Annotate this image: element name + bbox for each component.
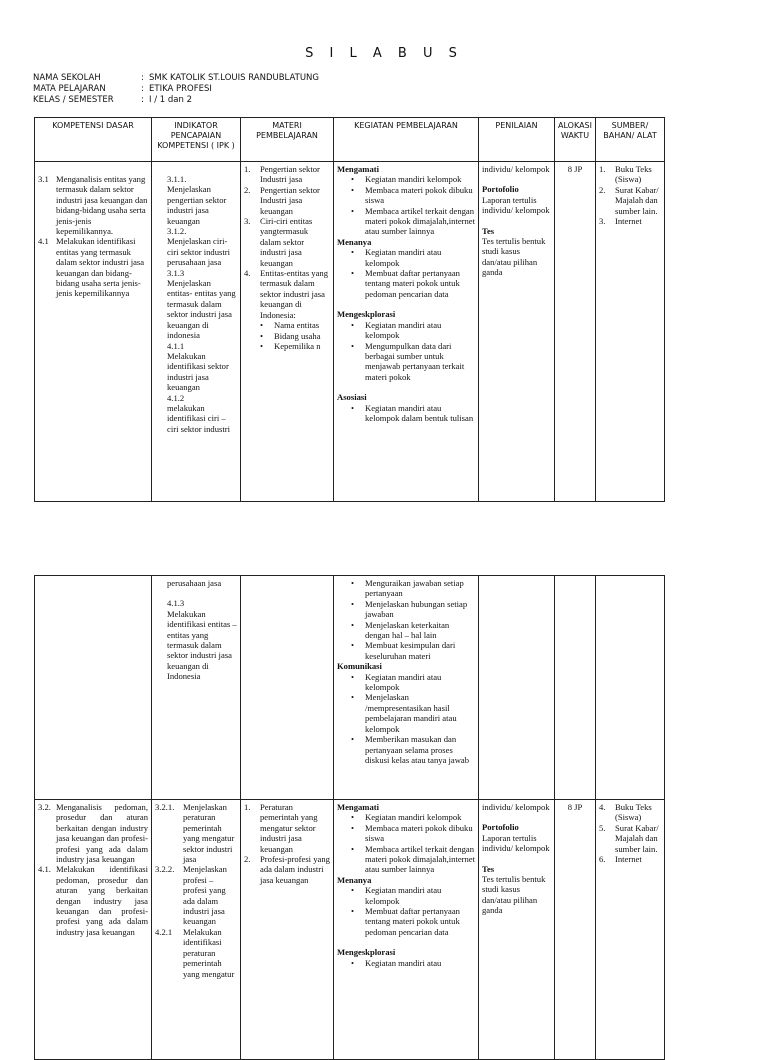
kegiatan-item: • Kegiatan mandiri atau kelompok bbox=[337, 320, 475, 341]
kegiatan-item: • Kegiatan mandiri atau kelompok dalam bentuk tulisan bbox=[337, 403, 475, 424]
table-row bbox=[35, 800, 665, 1060]
sumber-item: 5. Surat Kabar/ Majalah dan sumber lain. bbox=[599, 822, 659, 854]
cell-kompetensi-dasar bbox=[35, 576, 152, 800]
penilaian-type: individu/ kelompok bbox=[482, 802, 550, 812]
materi-subitem: • Kepemilika n bbox=[244, 341, 330, 351]
meta-value: I / 1 dan 2 bbox=[149, 95, 192, 105]
header-sumber: SUMBER/ BAHAN/ ALAT bbox=[596, 118, 665, 162]
materi-item: 3. Ciri-ciri entitas yangtermasuk dalam sektor industri jasa keuangan bbox=[244, 216, 313, 268]
kegiatan-item: • Kegiatan mandiri atau kelompok bbox=[337, 672, 475, 693]
kegiatan-item: • Mengumpulkan data dari berbagai sumber untuk menjawab pertanyaan terkait materi pokok bbox=[337, 341, 475, 383]
ipk-text: Menjelaskan pengertian sektor industri jasa keuangan bbox=[167, 184, 227, 226]
cell-materi bbox=[241, 162, 334, 502]
cell-materi bbox=[241, 576, 334, 800]
kegiatan-item: • Kegiatan mandiri atau kelompok bbox=[337, 885, 475, 906]
kegiatan-item: • Membaca artikel terkait dengan materi pokok dimajalah,internet atau sumber lainnya bbox=[337, 206, 475, 237]
materi-item: 2. Pengertian sektor Industri jasa keuangan bbox=[244, 184, 320, 216]
kegiatan-heading: Mengeskplorasi bbox=[337, 947, 396, 958]
kegiatan-item: • Membaca artikel terkait dengan materi pokok dimajalah,internet atau sumber lainnya bbox=[337, 844, 475, 875]
meta-sep: : bbox=[141, 73, 144, 83]
kegiatan-item: • Membuat daftar pertanyaan tentang materi pokok untuk pedoman pencarian data bbox=[337, 906, 475, 937]
kegiatan-item: • Membaca materi pokok dibuku siswa bbox=[337, 823, 475, 844]
penilaian-text: Tes tertulis bentuk studi kasus dan/atau pilihan ganda bbox=[482, 236, 546, 278]
penilaian-text: Laporan tertulis individu/ kelompok bbox=[482, 832, 550, 854]
ipk-number: 4.1.3 bbox=[167, 598, 185, 609]
cell-sumber bbox=[596, 800, 665, 1060]
meta-row-school bbox=[33, 73, 319, 83]
materi-item: 1. Peraturan pemerintah yang mengatur sektor industri jasa keuangan bbox=[244, 802, 318, 854]
penilaian-text: Tes tertulis bentuk studi kasus dan/atau pilihan ganda bbox=[482, 874, 546, 916]
kegiatan-item: • Menjelaskan /mempresentasikan hasil pembelajaran mandiri atau kelompok bbox=[337, 692, 475, 734]
sumber-item: 3. Internet bbox=[599, 216, 642, 227]
syllabus-table-1 bbox=[34, 117, 665, 502]
header-penilaian: PENILAIAN bbox=[479, 118, 555, 162]
table-row bbox=[35, 162, 665, 502]
kegiatan-item: • Menjelaskan hubungan setiap jawaban bbox=[337, 599, 475, 620]
cell-penilaian bbox=[479, 800, 555, 1060]
meta-key: NAMA SEKOLAH bbox=[33, 73, 101, 83]
sumber-item: 2. Surat Kabar/ Majalah dan sumber lain. bbox=[599, 184, 659, 216]
meta-row-subject bbox=[33, 84, 212, 94]
penilaian-heading: Portofolio bbox=[482, 184, 519, 195]
header-indikator: INDIKATOR PENCAPAIAN KOMPETENSI ( IPK ) bbox=[152, 118, 241, 162]
kegiatan-heading: Mengeskplorasi bbox=[337, 309, 396, 320]
kegiatan-item: • Kegiatan mandiri kelompok bbox=[337, 174, 475, 184]
cell-indikator bbox=[152, 162, 241, 502]
cell-kegiatan bbox=[334, 576, 479, 800]
cell-kompetensi-dasar bbox=[35, 800, 152, 1060]
materi-item: 4. Entitas-entitas yang termasuk dalam sektor industri jasa keuangan di Indonesia: bbox=[244, 268, 329, 320]
cell-kegiatan bbox=[334, 800, 479, 1060]
ipk-number: 3.1.1. bbox=[167, 174, 187, 184]
cell-sumber bbox=[596, 576, 665, 800]
penilaian-heading: Tes bbox=[482, 863, 495, 874]
cell-sumber bbox=[596, 162, 665, 502]
table-header-row bbox=[35, 118, 665, 162]
kegiatan-item: • Kegiatan mandiri atau bbox=[337, 958, 475, 968]
penilaian-text: Laporan tertulis individu/ kelompok bbox=[482, 194, 550, 216]
meta-key: KELAS / SEMESTER bbox=[33, 95, 114, 105]
kegiatan-item: • Kegiatan mandiri kelompok bbox=[337, 812, 475, 822]
header-kegiatan: KEGIATAN PEMBELAJARAN bbox=[334, 118, 479, 162]
kegiatan-item: • Menguraikan jawaban setiap pertanyaan bbox=[337, 578, 475, 599]
meta-sep: : bbox=[141, 84, 144, 94]
cell-alokasi: 8 JP bbox=[555, 800, 596, 1060]
materi-item: 1. Pengertian sektor Industri jasa bbox=[244, 164, 320, 185]
kegiatan-heading: Mengamati bbox=[337, 164, 380, 174]
meta-value: ETIKA PROFESI bbox=[149, 84, 212, 94]
table-row bbox=[35, 576, 665, 800]
header-kompetensi-dasar: KOMPETENSI DASAR bbox=[35, 118, 152, 162]
kegiatan-heading: Menanya bbox=[337, 236, 372, 247]
ipk-item: 3.2.1. Menjelaskan peraturan pemerintah yang mengatur sektor industri jasa bbox=[155, 802, 235, 865]
kegiatan-item: • Memberikan masukan dan pertanyaan selama proses diskusi kelas atau tanya jawab bbox=[337, 734, 475, 765]
kd-item: 4.1. Melakukan identifikasi pedoman, prosedur dan aturan yang berkaitan dengan industry jasa keuangan dan profesi-profesi yang ada dalam industry jasa keuangan bbox=[38, 864, 148, 937]
penilaian-heading: Tes bbox=[482, 225, 495, 236]
meta-value: SMK KATOLIK ST.LOUIS RANDUBLATUNG bbox=[149, 73, 319, 83]
header-materi: MATERI PEMBELAJARAN bbox=[241, 118, 334, 162]
sumber-item: 6. Internet bbox=[599, 854, 642, 865]
ipk-number: 4.1.1 bbox=[167, 340, 185, 351]
page-title: S I L A B U S bbox=[305, 46, 463, 61]
ipk-text: Menjelaskan ciri-ciri sektor industri perusahaan jasa bbox=[167, 236, 231, 268]
cell-kegiatan bbox=[334, 162, 479, 502]
ipk-number: 3.1.3 bbox=[167, 267, 185, 278]
penilaian-type: individu/ kelompok bbox=[482, 164, 550, 174]
materi-subitem: • Nama entitas bbox=[244, 320, 330, 330]
meta-row-class bbox=[33, 95, 192, 105]
sumber-item: 1. Buku Teks (Siswa) bbox=[599, 164, 652, 185]
sumber-item: 4. Buku Teks (Siswa) bbox=[599, 802, 652, 823]
meta-sep: : bbox=[141, 95, 144, 105]
cell-penilaian bbox=[479, 162, 555, 502]
kd-item: 4.1 Melakukan identifikasi entitas yang termasuk dalam sektor industri jasa keuangan dan bidang-bidang usaha serta jenis-jenis kepemilikannya bbox=[38, 236, 145, 299]
kegiatan-heading: Asosiasi bbox=[337, 392, 367, 403]
ipk-number: 3.1.2. bbox=[167, 226, 187, 237]
ipk-text: Menjelaskan entitas- entitas yang termasuk dalam sektor industri jasa keuangan di indonesia bbox=[167, 278, 236, 341]
kd-item: 3.2. Menganalisis pedoman, prosedur dan aturan berkaitan dengan industry jasa keuangan dan profesi-profesi yang ada dalam industry jasa keuangan bbox=[38, 802, 148, 865]
ipk-text: perusahaan jasa bbox=[167, 578, 222, 588]
cell-penilaian bbox=[479, 576, 555, 800]
cell-indikator bbox=[152, 800, 241, 1060]
kegiatan-item: • Kegiatan mandiri atau kelompok bbox=[337, 247, 475, 268]
ipk-item: 3.2.2. Menjelaskan profesi – profesi yang ada dalam industri jasa keuangan bbox=[155, 864, 227, 927]
kegiatan-item: • Membuat daftar pertanyaan tentang materi pokok untuk pedoman pencarian data bbox=[337, 268, 475, 299]
cell-indikator bbox=[152, 576, 241, 800]
header-alokasi: ALOKASI WAKTU bbox=[555, 118, 596, 162]
kegiatan-heading: Komunikasi bbox=[337, 661, 382, 672]
cell-alokasi bbox=[555, 576, 596, 800]
kd-item: 3.1 Menganalisis entitas yang termasuk dalam sektor industri jasa keuangan dan bidang-bidang usaha serta jenis-jenis kepemilikannya. bbox=[38, 174, 148, 237]
kegiatan-item: • Menjelaskan keterkaitan dengan hal – hal lain bbox=[337, 620, 475, 641]
ipk-text: Melakukan identifikasi entitas – entitas yang termasuk dalam sektor industri jasa keuangan di Indonesia bbox=[167, 608, 237, 682]
meta-key: MATA PELAJARAN bbox=[33, 84, 106, 94]
syllabus-table-2 bbox=[34, 575, 665, 1060]
ipk-item: 4.2.1 Melakukan identifikasi peraturan pemerintah yang mengatur bbox=[155, 926, 235, 979]
materi-subitem: • Bidang usaha bbox=[244, 331, 330, 341]
materi-item: 2. Profesi-profesi yang ada dalam industri jasa keuangan bbox=[244, 854, 330, 885]
kegiatan-heading: Menanya bbox=[337, 874, 372, 885]
ipk-text: Melakukan identifikasi sektor industri jasa keuangan bbox=[167, 350, 229, 393]
kegiatan-heading: Mengamati bbox=[337, 802, 380, 812]
cell-alokasi: 8 JP bbox=[555, 162, 596, 502]
ipk-number: 4.1.2 bbox=[167, 392, 185, 403]
cell-kompetensi-dasar bbox=[35, 162, 152, 502]
cell-materi bbox=[241, 800, 334, 1060]
kegiatan-item: • Membaca materi pokok dibuku siswa bbox=[337, 185, 475, 206]
ipk-text: melakukan identifikasi ciri – ciri sektor industri bbox=[167, 402, 231, 434]
penilaian-heading: Portofolio bbox=[482, 822, 519, 833]
kegiatan-item: • Membuat kesimpulan dari keseluruhan materi bbox=[337, 640, 475, 661]
